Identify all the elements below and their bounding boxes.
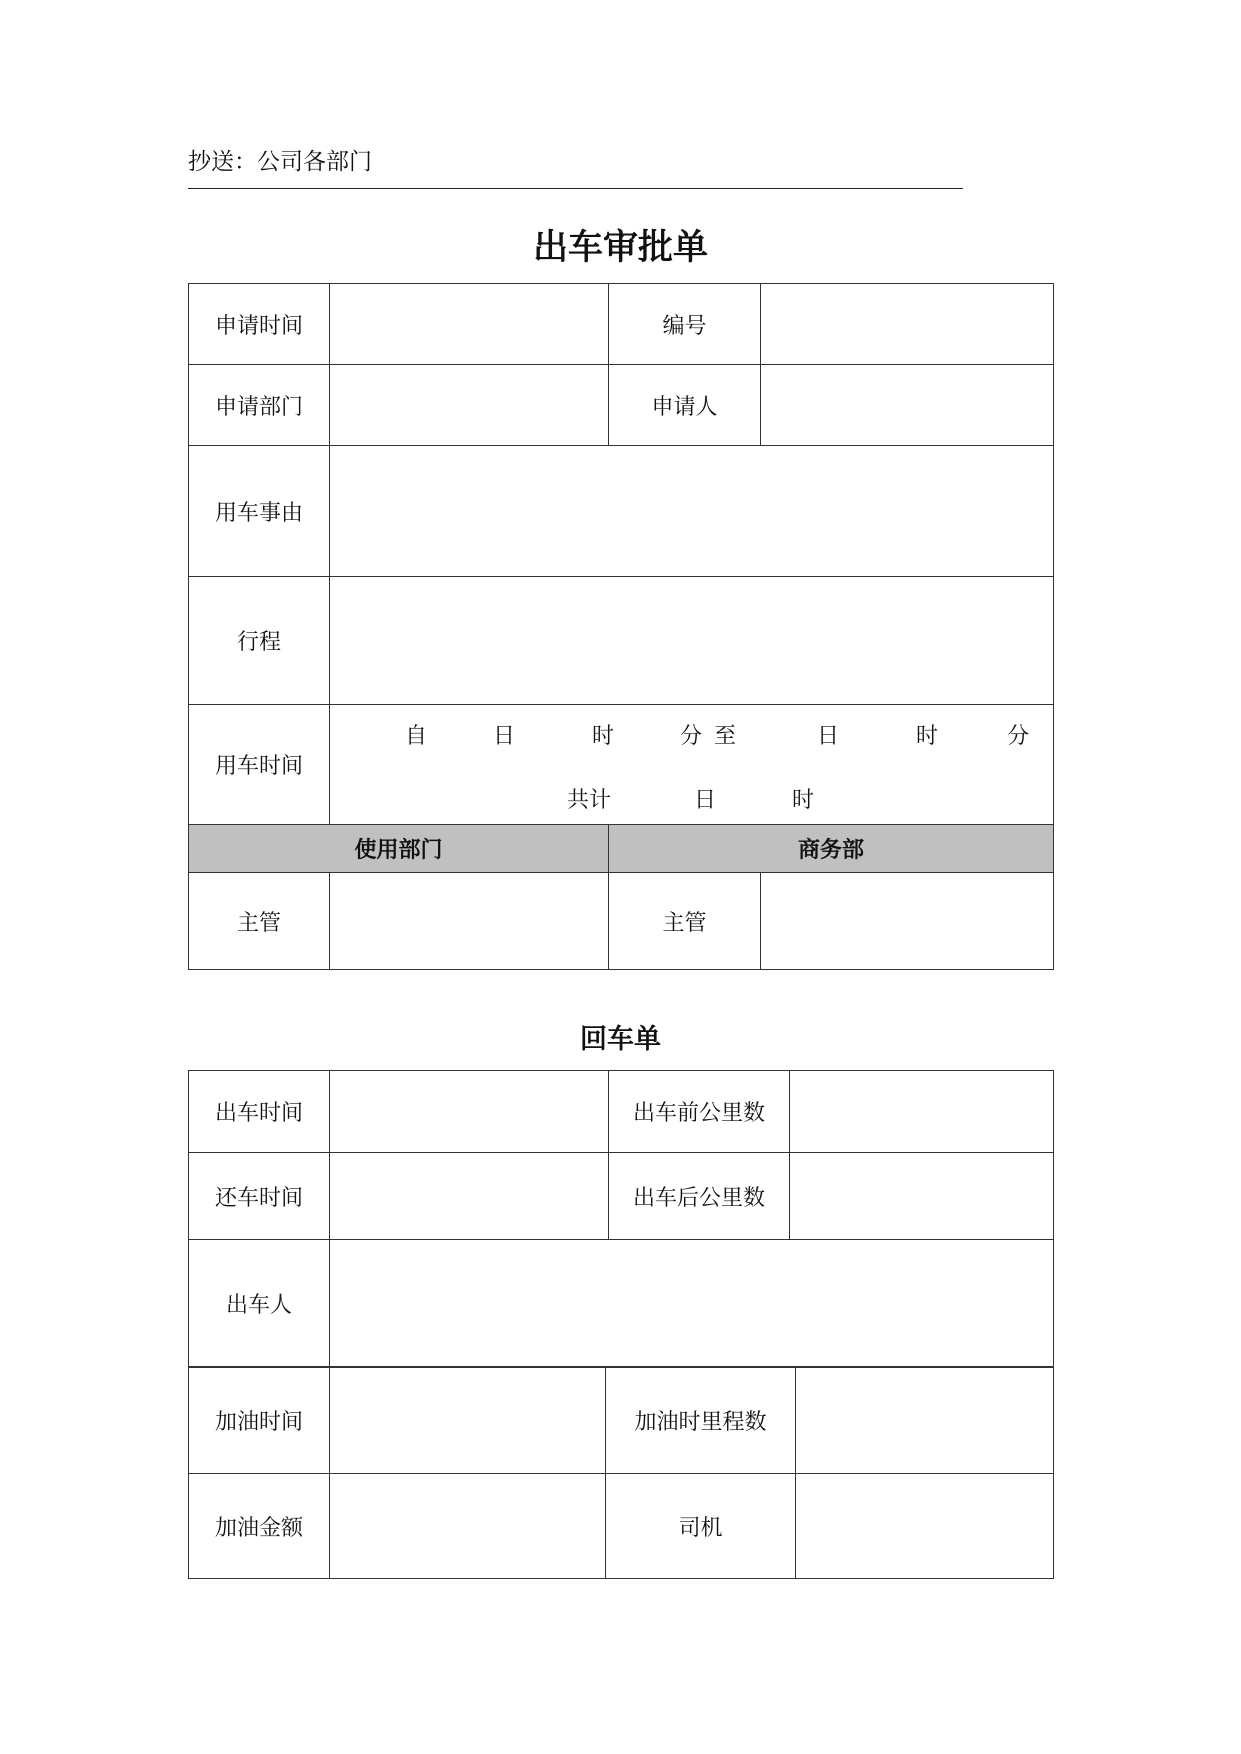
time-day1-text: 日 — [493, 723, 516, 749]
table-row — [189, 705, 1054, 825]
refuel-time-label: 加油时间 — [189, 1367, 330, 1474]
driver-person-label: 出车人 — [189, 1240, 330, 1368]
supervisor-left-field[interactable] — [330, 873, 609, 970]
total-hour-text: 时 — [792, 787, 815, 813]
table-row — [189, 873, 1054, 970]
approval-form-title: 出车审批单 — [532, 228, 708, 268]
time-from-text: 自 — [405, 723, 428, 749]
applicant-field[interactable] — [761, 365, 1054, 446]
refuel-amount-label: 加油金额 — [189, 1474, 330, 1579]
apply-dept-field[interactable] — [330, 365, 609, 446]
refuel-time-field[interactable] — [330, 1367, 606, 1474]
driver-field[interactable] — [796, 1474, 1054, 1579]
time-day2-text: 日 — [817, 723, 840, 749]
depart-time-field[interactable] — [330, 1071, 609, 1153]
refuel-mileage-field[interactable] — [796, 1367, 1054, 1474]
using-dept-header: 使用部门 — [189, 825, 609, 873]
supervisor-right-label: 主管 — [609, 873, 761, 970]
header-rule — [188, 188, 963, 189]
number-label: 编号 — [609, 284, 761, 365]
apply-time-field[interactable] — [330, 284, 609, 365]
return-form-table-top — [188, 1070, 1054, 1368]
return-time-label: 还车时间 — [189, 1153, 330, 1240]
table-row — [189, 1367, 1054, 1474]
time-min1-text: 分 — [680, 723, 703, 749]
cc-line: 抄送：公司各部门 — [188, 149, 372, 175]
km-after-label: 出车后公里数 — [609, 1153, 790, 1240]
table-row — [189, 577, 1054, 705]
driver-label: 司机 — [606, 1474, 796, 1579]
apply-dept-label: 申请部门 — [189, 365, 330, 446]
refuel-amount-field[interactable] — [330, 1474, 606, 1579]
use-time-label: 用车时间 — [189, 705, 330, 825]
approval-form-table — [188, 283, 1054, 970]
return-form-table-bottom — [188, 1366, 1054, 1579]
applicant-label: 申请人 — [609, 365, 761, 446]
apply-time-label: 申请时间 — [189, 284, 330, 365]
time-range-line — [330, 715, 1053, 751]
itinerary-field[interactable] — [330, 577, 1054, 705]
reason-field[interactable] — [330, 446, 1054, 577]
km-after-field[interactable] — [790, 1153, 1054, 1240]
total-day-text: 日 — [694, 787, 717, 813]
return-form-title: 回车单 — [580, 1024, 661, 1055]
table-row — [189, 446, 1054, 577]
table-row — [189, 1071, 1054, 1153]
table-row — [189, 1240, 1054, 1368]
total-text: 共计 — [567, 787, 612, 813]
table-row — [189, 1474, 1054, 1579]
itinerary-label: 行程 — [189, 577, 330, 705]
driver-person-field[interactable] — [330, 1240, 1054, 1368]
table-row — [189, 1153, 1054, 1240]
time-hour1-text: 时 — [592, 723, 615, 749]
return-time-field[interactable] — [330, 1153, 609, 1240]
number-field[interactable] — [761, 284, 1054, 365]
supervisor-left-label: 主管 — [189, 873, 330, 970]
time-min2-text: 分 — [1007, 723, 1030, 749]
time-spacer — [330, 751, 1053, 779]
time-hour2-text: 时 — [916, 723, 939, 749]
km-before-field[interactable] — [790, 1071, 1054, 1153]
refuel-mileage-label: 加油时里程数 — [606, 1367, 796, 1474]
km-before-label: 出车前公里数 — [609, 1071, 790, 1153]
table-row — [189, 825, 1054, 873]
time-to-text: 至 — [714, 723, 737, 749]
table-row — [189, 284, 1054, 365]
supervisor-right-field[interactable] — [761, 873, 1054, 970]
reason-label: 用车事由 — [189, 446, 330, 577]
use-time-field[interactable] — [330, 705, 1054, 825]
time-total-line — [330, 779, 1053, 815]
depart-time-label: 出车时间 — [189, 1071, 330, 1153]
table-row — [189, 365, 1054, 446]
business-dept-header: 商务部 — [609, 825, 1054, 873]
